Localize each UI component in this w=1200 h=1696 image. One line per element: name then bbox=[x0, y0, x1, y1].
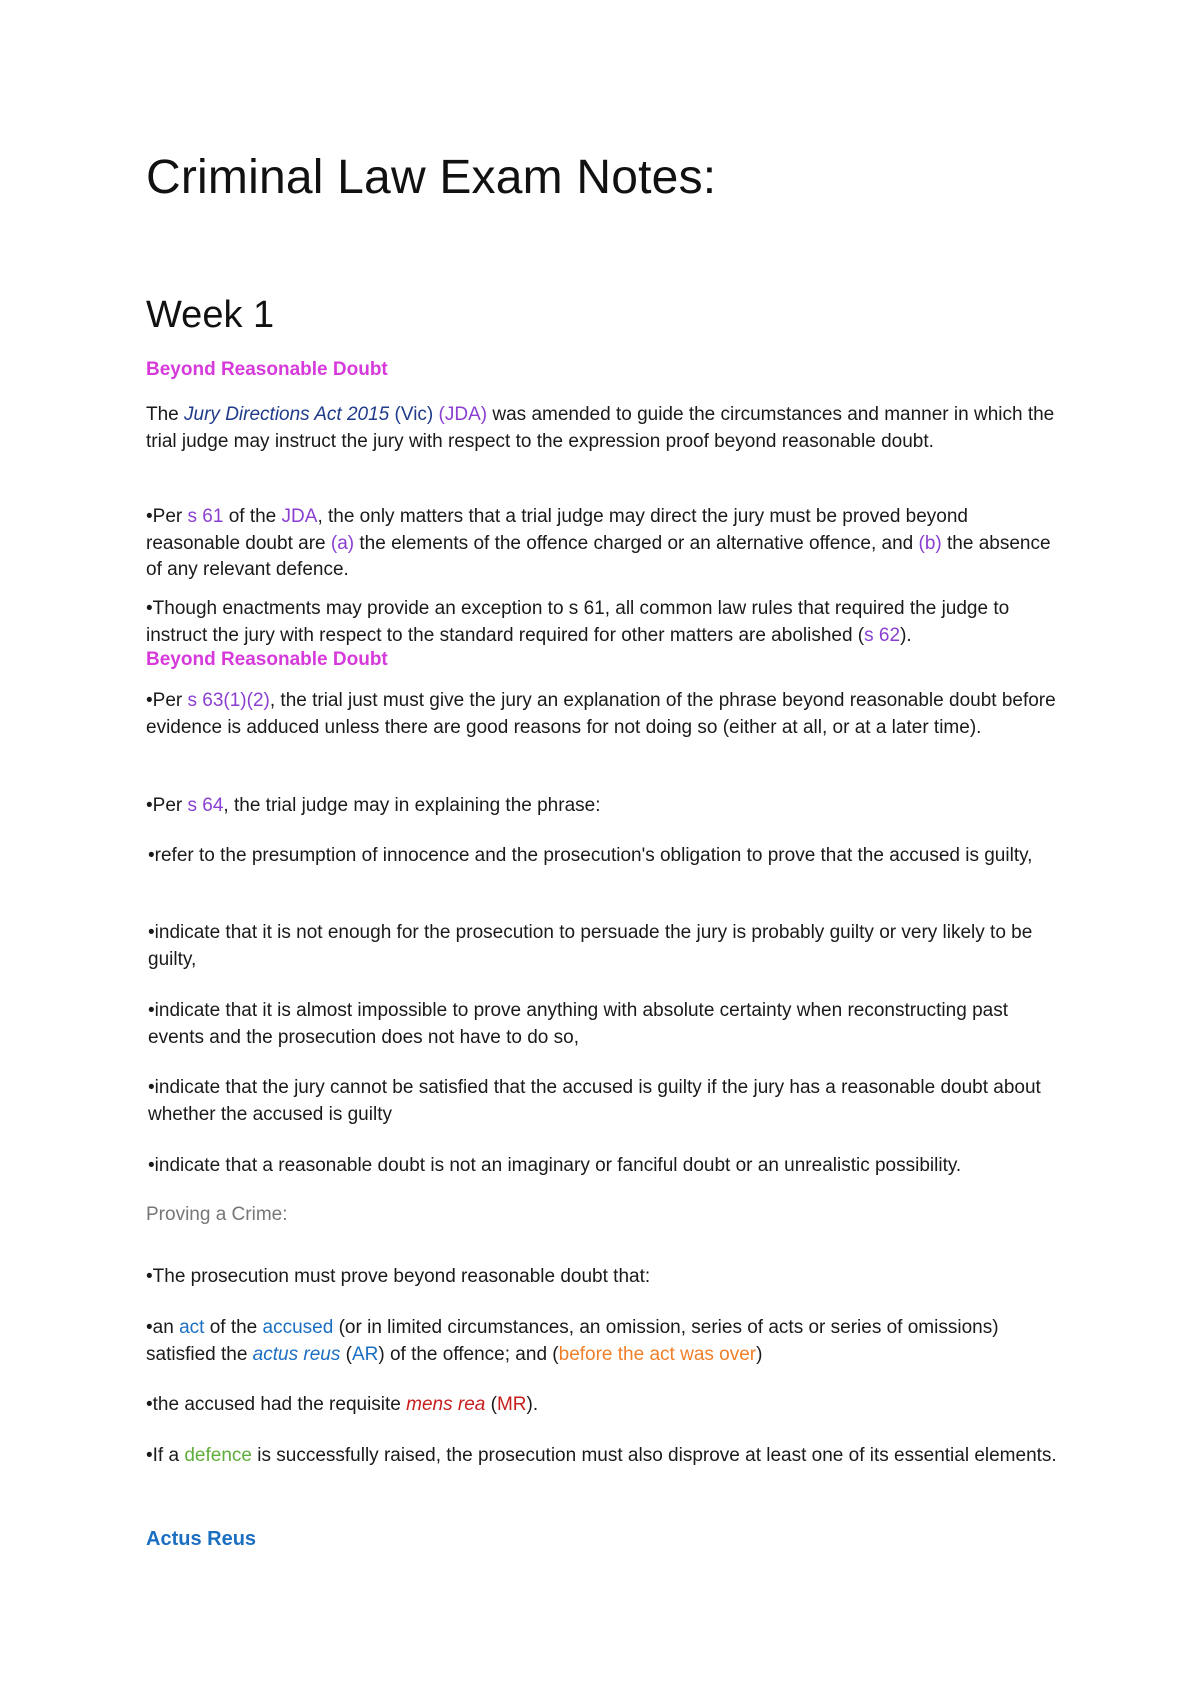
paragraph-s62: •Though enactments may provide an exception to s 61, all common law rules that required the judge to instruct the jury with respect to the standard required for other matters are abolished (s 62). bbox=[146, 598, 1010, 646]
section-heading-proving-a-crime: Proving a Crime: bbox=[146, 1204, 288, 1225]
list-item: •indicate that the jury cannot be satisfied that the accused is guilty if the jury has a reasonable doubt about whether the accused is guilty bbox=[148, 1077, 1041, 1125]
section-heading-beyond-reasonable-doubt-2: Beyond Reasonable Doubt bbox=[146, 649, 388, 670]
paragraph-s63: •Per s 63(1)(2), the trial just must give the jury an explanation of the phrase beyond reasonable doubt before evidence is adduced unless there are good reasons for not doing so (either at all, or at a later time). bbox=[146, 690, 1056, 738]
paragraph-actus-reus-element: •an act of the accused (or in limited circumstances, an omission, series of acts or series of omissions) satisfied the actus reus (AR) of the offence; and (before the act was over) bbox=[146, 1317, 999, 1365]
list-item: •indicate that a reasonable doubt is not an imaginary or fanciful doubt or an unrealistic possibility. bbox=[148, 1155, 962, 1176]
list-item: •refer to the presumption of innocence and the prosecution's obligation to prove that the accused is guilty, bbox=[148, 845, 1033, 866]
list-item: •indicate that it is almost impossible to prove anything with absolute certainty when reconstructing past events and the prosecution does not have to do so, bbox=[148, 1000, 1008, 1048]
section-heading-beyond-reasonable-doubt: Beyond Reasonable Doubt bbox=[146, 359, 388, 380]
paragraph-defence: •If a defence is successfully raised, the prosecution must also disprove at least one of its essential elements. bbox=[146, 1445, 1057, 1466]
paragraph-prosecution-must-prove: •The prosecution must prove beyond reasonable doubt that: bbox=[146, 1266, 651, 1287]
list-item: •indicate that it is not enough for the prosecution to persuade the jury is probably guilty or very likely to be guilty, bbox=[148, 922, 1033, 970]
paragraph-jda-intro: The Jury Directions Act 2015 (Vic) (JDA) was amended to guide the circumstances and manner in which the trial judge may instruct the jury with respect to the expression proof beyond reasonable doubt. bbox=[146, 404, 1055, 452]
week-heading: Week 1 bbox=[146, 294, 275, 336]
section-heading-actus-reus: Actus Reus bbox=[146, 1528, 257, 1550]
document-title: Criminal Law Exam Notes: bbox=[146, 151, 717, 204]
paragraph-mens-rea-element: •the accused had the requisite mens rea (MR). bbox=[146, 1394, 539, 1415]
paragraph-s64: •Per s 64, the trial judge may in explaining the phrase: bbox=[146, 795, 601, 816]
act-name: Jury Directions Act 2015 bbox=[184, 404, 390, 425]
paragraph-s61: •Per s 61 of the JDA, the only matters that a trial judge may direct the jury must be proved beyond reasonable doubt are (a) the elements of the offence charged or an alternative offence, and (b) the absence of any relevant defence. bbox=[146, 506, 1051, 580]
